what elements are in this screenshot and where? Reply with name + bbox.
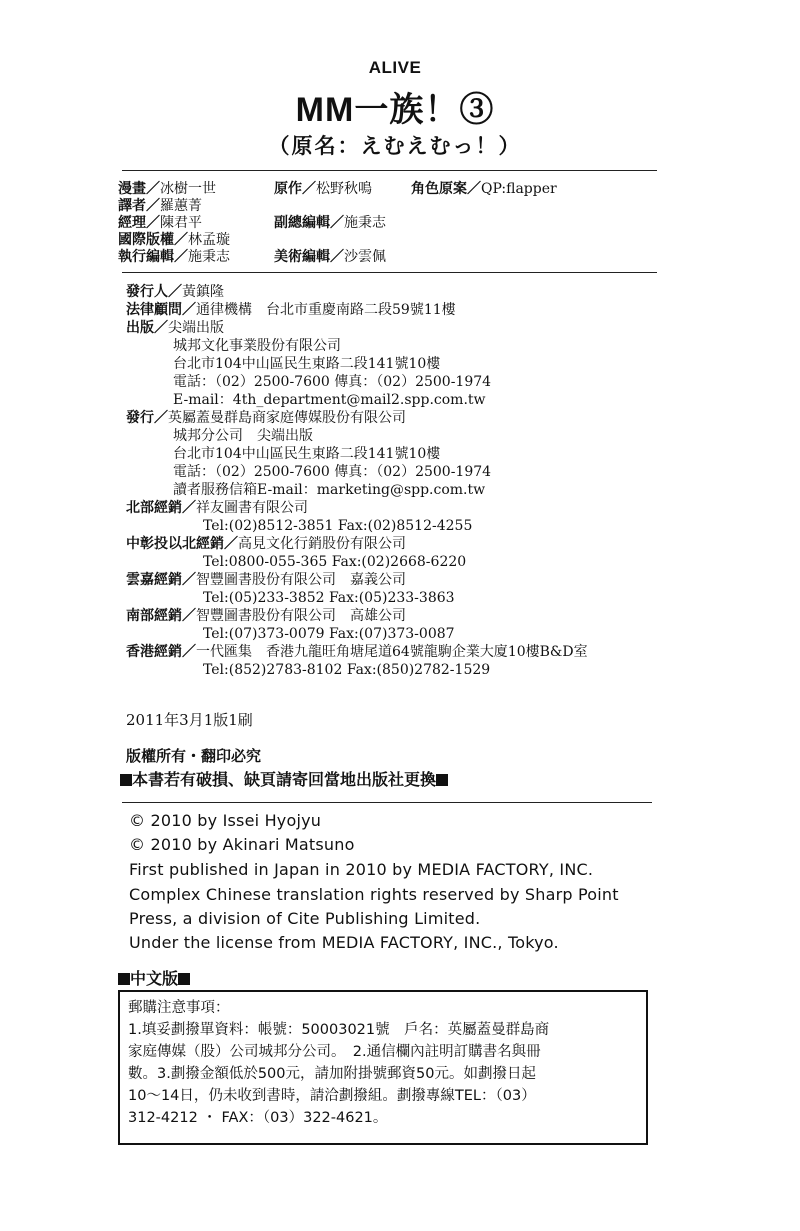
divider-copyright	[122, 802, 652, 803]
role-label: 南部經銷／	[126, 608, 196, 624]
role-label: 中彰投以北經銷／	[126, 536, 238, 552]
publish-detail: E-mail：4th_department@mail2.spp.com.tw	[173, 392, 486, 408]
distribute-detail: 台北市104中山區民生東路二段141號10樓	[173, 446, 441, 462]
central-distributor	[126, 535, 406, 553]
series-label: ALIVE	[368, 58, 422, 77]
publish-detail: 城邦文化事業股份有限公司	[173, 338, 341, 354]
credit-exec-editor	[118, 248, 230, 266]
role-label: 法律顧問／	[126, 302, 196, 318]
person-name: 陳君平	[160, 215, 202, 231]
person-name: 施秉志	[344, 215, 386, 231]
rights-reserved: 版權所有・翻印必究	[126, 747, 262, 765]
issuer-name: 黃鎮隆	[182, 284, 224, 300]
distribute-detail: 讀者服務信箱E-mail：marketing@spp.com.tw	[173, 482, 486, 498]
legal-line	[126, 301, 456, 319]
notice-text: 本書若有破損、缺頁請寄回當地出版社更換	[132, 770, 437, 789]
copyright-line: © 2010 by Akinari Matsuno	[129, 835, 355, 854]
damaged-copy-notice	[120, 767, 448, 790]
distributor-name: 一代匯集 香港九龍旺角塘尾道64號龍駒企業大廈10樓B&D室	[196, 644, 588, 660]
square-bullet-icon	[178, 973, 190, 985]
role-label: 經理／	[118, 215, 160, 231]
distributor-name: 高見文化行銷股份有限公司	[238, 536, 406, 552]
role-label: 美術編輯／	[274, 249, 344, 265]
legal-text: 通律機構 台北市重慶南路二段59號11樓	[196, 302, 456, 318]
copyright-line: © 2010 by Issei Hyojyu	[129, 811, 322, 830]
publish-detail: 台北市104中山區民生東路二段141號10樓	[173, 356, 441, 372]
distributor-name: 智豐圖書股份有限公司 嘉義公司	[196, 572, 406, 588]
square-bullet-icon	[118, 973, 130, 985]
role-label: 北部經銷／	[126, 500, 196, 516]
credit-character-design	[411, 180, 557, 198]
role-label: 發行人／	[126, 284, 182, 300]
credit-intl-rights	[118, 231, 230, 249]
edition-info: 2011年3月1版1刷	[126, 711, 253, 729]
issuer-line	[126, 283, 224, 301]
mail-order-notice	[118, 990, 648, 1145]
copyright-line: First published in Japan in 2010 by MEDIA FACTORY, INC.	[129, 860, 594, 879]
publish-detail: 電話：（02）2500-7600 傳真：（02）2500-1974	[173, 374, 492, 390]
person-name: 林孟璇	[188, 232, 230, 248]
distributor-name: 智豐圖書股份有限公司 高雄公司	[196, 608, 406, 624]
distribute-detail: 城邦分公司 尖端出版	[173, 428, 313, 444]
distribute-detail: 電話：（02）2500-7600 傳真：（02）2500-1974	[173, 464, 492, 480]
label-text: 中文版	[130, 969, 179, 988]
copyright-line: Under the license from MEDIA FACTORY, INC., Tokyo.	[129, 933, 559, 952]
role-label: 原作／	[274, 181, 316, 197]
credit-story	[274, 180, 372, 198]
south-tel: Tel:(07)373-0079 Fax:(07)373-0087	[203, 626, 455, 642]
person-name: 沙雲佩	[344, 249, 386, 265]
person-name: 冰樹一世	[160, 181, 216, 197]
mail-order-line: 312-4212 ・ FAX：（03）322-4621。	[128, 1110, 388, 1126]
role-label: 國際版權／	[118, 232, 188, 248]
square-bullet-icon	[120, 774, 132, 786]
role-label: 漫畫／	[118, 181, 160, 197]
publish-line	[126, 319, 224, 337]
mail-order-line: 10～14日，仍未收到書時，請洽劃撥組。劃撥專線TEL：（03）	[128, 1088, 536, 1104]
role-label: 香港經銷／	[126, 644, 196, 660]
role-label: 副總編輯／	[274, 215, 344, 231]
role-label: 譯者／	[118, 198, 160, 214]
role-label: 出版／	[126, 320, 168, 336]
credit-manager	[118, 214, 202, 232]
divider-credits	[122, 272, 657, 273]
hk-distributor	[126, 643, 588, 661]
person-name: QP:flapper	[481, 181, 557, 197]
mail-order-line: 家庭傳媒（股）公司城邦分公司。 2.通信欄內註明訂購書名與冊	[128, 1044, 541, 1060]
chinese-edition-label	[118, 966, 190, 989]
divider-top	[122, 170, 657, 171]
south-distributor	[126, 607, 406, 625]
distribute-line	[126, 409, 406, 427]
distribute-name: 英屬蓋曼群島商家庭傳媒股份有限公司	[168, 410, 406, 426]
role-label: 雲嘉經銷／	[126, 572, 196, 588]
mail-order-line: 數。3.劃撥金額低於500元，請加附掛號郵資50元。如劃撥日起	[128, 1066, 536, 1082]
credit-comic	[118, 180, 216, 198]
role-label: 執行編輯／	[118, 249, 188, 265]
credit-deputy-editor	[274, 214, 386, 232]
credit-art-editor	[274, 248, 386, 266]
original-title: （原名：えむえむっ！）	[268, 135, 522, 158]
person-name: 松野秋鳴	[316, 181, 372, 197]
mail-order-title: 郵購注意事項：	[128, 1000, 230, 1016]
person-name: 羅蕙菁	[160, 198, 202, 214]
copyright-line: Press, a division of Cite Publishing Limited.	[129, 909, 481, 928]
person-name: 施秉志	[188, 249, 230, 265]
mail-order-line: 1.填妥劃撥單資料：帳號：50003021號 戶名：英屬蓋曼群島商	[128, 1022, 550, 1038]
publish-name: 尖端出版	[168, 320, 224, 336]
book-title: MM一族！③	[295, 91, 495, 129]
distributor-name: 祥友圖書有限公司	[196, 500, 308, 516]
central-tel: Tel:0800-055-365 Fax:(02)2668-6220	[203, 554, 467, 570]
yunchia-tel: Tel:(05)233-3852 Fax:(05)233-3863	[203, 590, 455, 606]
role-label: 角色原案／	[411, 181, 481, 197]
square-bullet-icon	[436, 774, 448, 786]
north-tel: Tel:(02)8512-3851 Fax:(02)8512-4255	[203, 518, 473, 534]
yunchia-distributor	[126, 571, 406, 589]
north-distributor	[126, 499, 308, 517]
hk-tel: Tel:(852)2783-8102 Fax:(850)2782-1529	[203, 662, 491, 678]
copyright-line: Complex Chinese translation rights reserved by Sharp Point	[129, 885, 619, 904]
role-label: 發行／	[126, 410, 168, 426]
credit-translator	[118, 197, 202, 215]
